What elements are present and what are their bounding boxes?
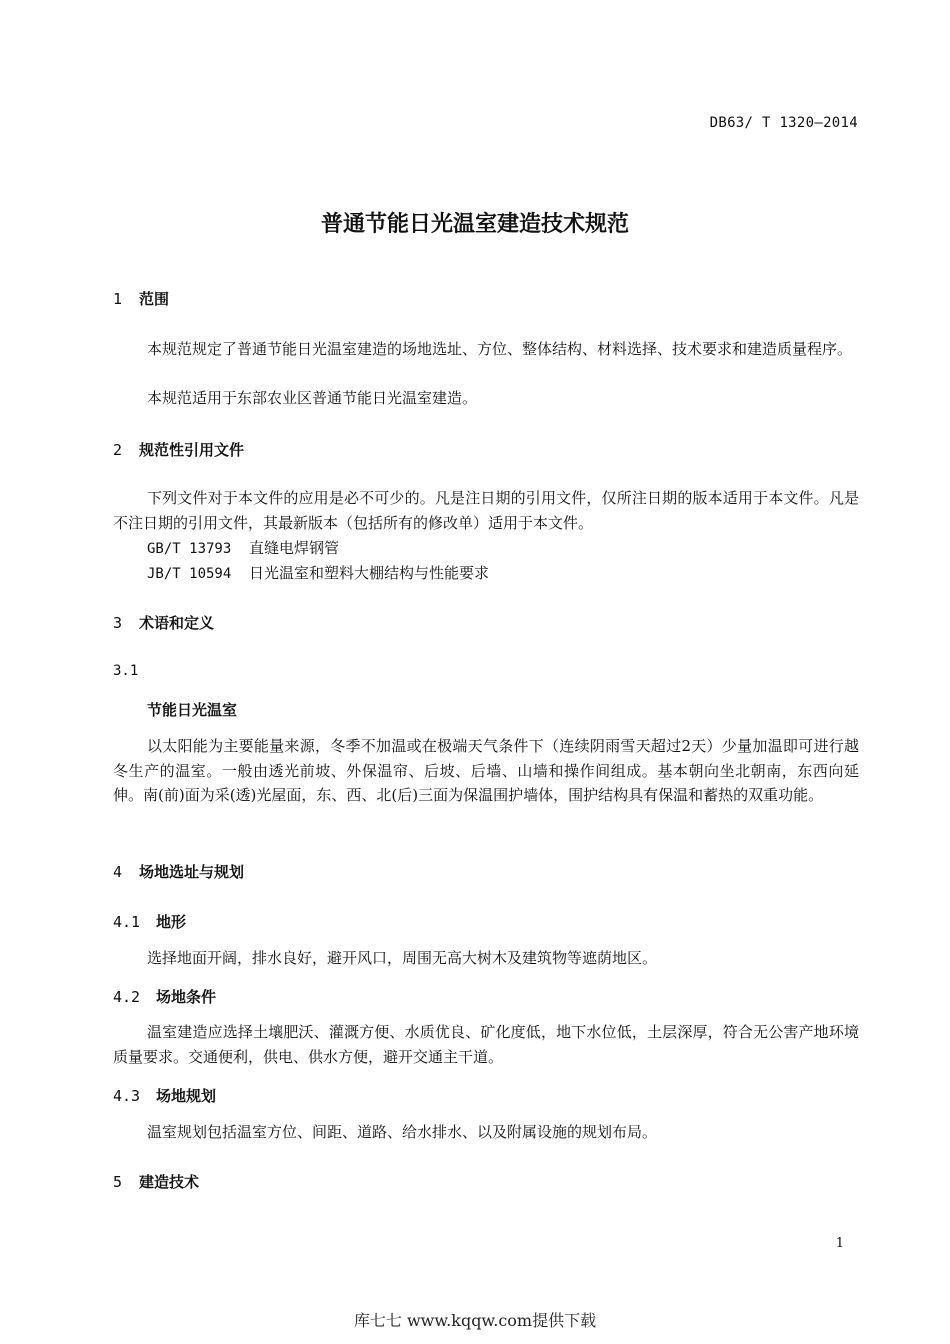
page-number: 1 xyxy=(835,1236,844,1251)
section-2-paragraph: 下列文件对于本文件的应用是必不可少的。凡是注日期的引用文件，仅所注日期的版本适用于本文件。凡是不注日期的引用文件，其最新版本（包括所有的修改单）适用于本文件。 xyxy=(113,489,859,532)
section-3-heading: 3 术语和定义 xyxy=(113,614,215,632)
page-title: 普通节能日光温室建造技术规范 xyxy=(320,212,629,237)
subsection-4-3-heading: 4.3 场地规划 xyxy=(113,1087,217,1105)
subsection-4-2-heading: 4.2 场地条件 xyxy=(113,988,217,1006)
subsection-4-3-text: 温室规划包括温室方位、间距、道路、给水排水、以及附属设施的规划布局。 xyxy=(147,1123,658,1141)
reference-item: GB/T 13793 直缝电焊钢管 xyxy=(147,539,340,557)
subsection-3-1-number: 3.1 xyxy=(113,663,139,679)
section-5-heading: 5 建造技术 xyxy=(113,1173,200,1191)
term-title: 节能日光温室 xyxy=(147,701,238,719)
subsection-4-2-text: 温室建造应选择土壤肥沃、灌溉方便、水质优良、矿化度低，地下水位低，土层深厚，符合无公害产地环境质量要求。交通便利，供电、供水方便，避开交通主干道。 xyxy=(113,1023,859,1066)
subsection-4-1-heading: 4.1 地形 xyxy=(113,913,187,931)
term-definition: 以太阳能为主要能量来源，冬季不加温或在极端天气条件下（连续阴雨雪天超过2天）少量加温即可进行越冬生产的温室。一般由透光前坡、外保温帘、后坡、后墙、山墙和操作间组成。基本朝向坐北朝南，东西向延伸。南(前)面为采(透)光屋面，东、西、北(后)三面为保温围护墙体，围护结构具有保温和蓄热的双重功能。 xyxy=(113,737,859,804)
section-1-heading: 1 范围 xyxy=(113,290,170,308)
download-footer: 库七七 www.kqqw.com提供下载 xyxy=(353,1311,597,1330)
section-2-heading: 2 规范性引用文件 xyxy=(113,441,245,459)
reference-item: JB/T 10594 日光温室和塑料大棚结构与性能要求 xyxy=(147,564,490,582)
subsection-4-1-text: 选择地面开阔，排水良好，避开风口，周围无高大树木及建筑物等遮荫地区。 xyxy=(147,949,658,967)
section-1-paragraph-1: 本规范规定了普通节能日光温室建造的场地选址、方位、整体结构、材料选择、技术要求和建造质量程序。 xyxy=(147,340,853,358)
standard-code: DB63/ T 1320—2014 xyxy=(709,115,858,131)
section-4-heading: 4 场地选址与规划 xyxy=(113,863,245,881)
section-1-paragraph-2: 本规范适用于东部农业区普通节能日光温室建造。 xyxy=(147,389,478,407)
